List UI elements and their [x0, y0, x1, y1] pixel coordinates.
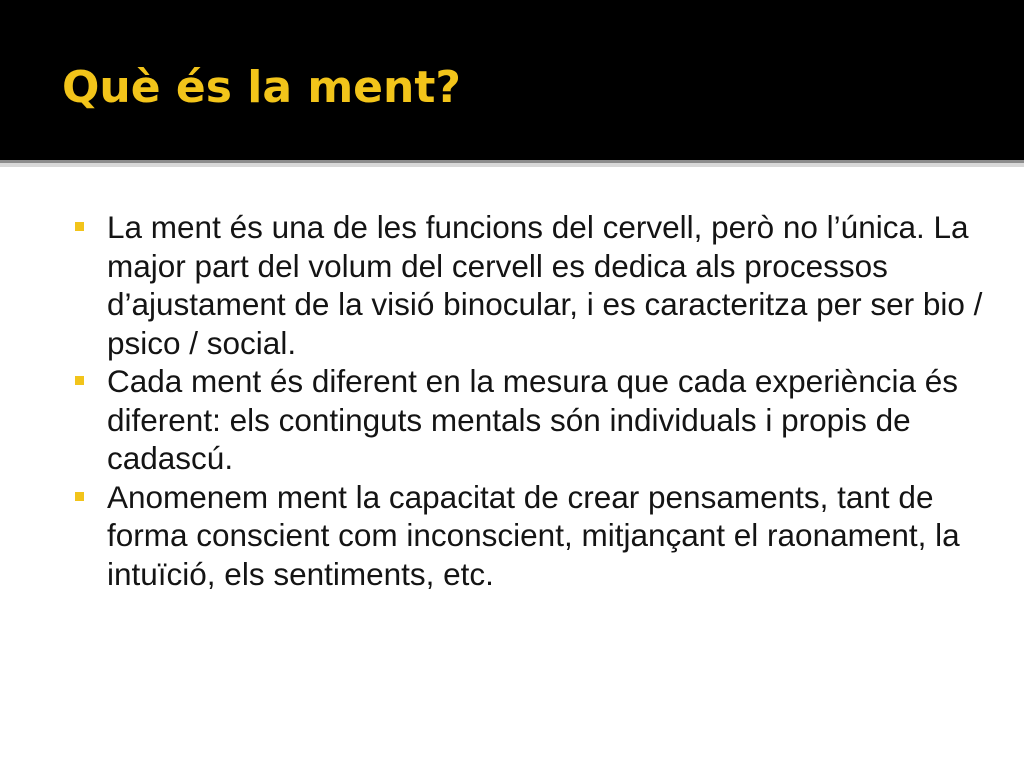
- bullet-item: [72, 478, 992, 594]
- bullet-list: [72, 208, 992, 593]
- slide-title: Què és la ment?: [62, 62, 461, 113]
- bullet-text: Cada ment és diferent en la mesura que cada experiència és diferent: els continguts mentals són individuals i propis de cadascú.: [107, 363, 959, 476]
- title-divider-shadow: [0, 163, 1024, 167]
- bullet-item: [72, 362, 992, 478]
- title-band: [0, 0, 1024, 160]
- bullet-text: La ment és una de les funcions del cervell, però no l’única. La major part del volum del cervell es dedica als processos d’ajustament de la visió binocular, i es caracteritza per ser bio / psico / social.: [107, 209, 983, 361]
- square-bullet-icon: [75, 492, 84, 501]
- square-bullet-icon: [75, 376, 84, 385]
- bullet-item: [72, 208, 992, 362]
- bullet-text: Anomenem ment la capacitat de crear pensaments, tant de forma conscient com inconscient, mitjançant el raonament, la intuïció, els sentiments, etc.: [107, 478, 960, 592]
- square-bullet-icon: [75, 222, 84, 231]
